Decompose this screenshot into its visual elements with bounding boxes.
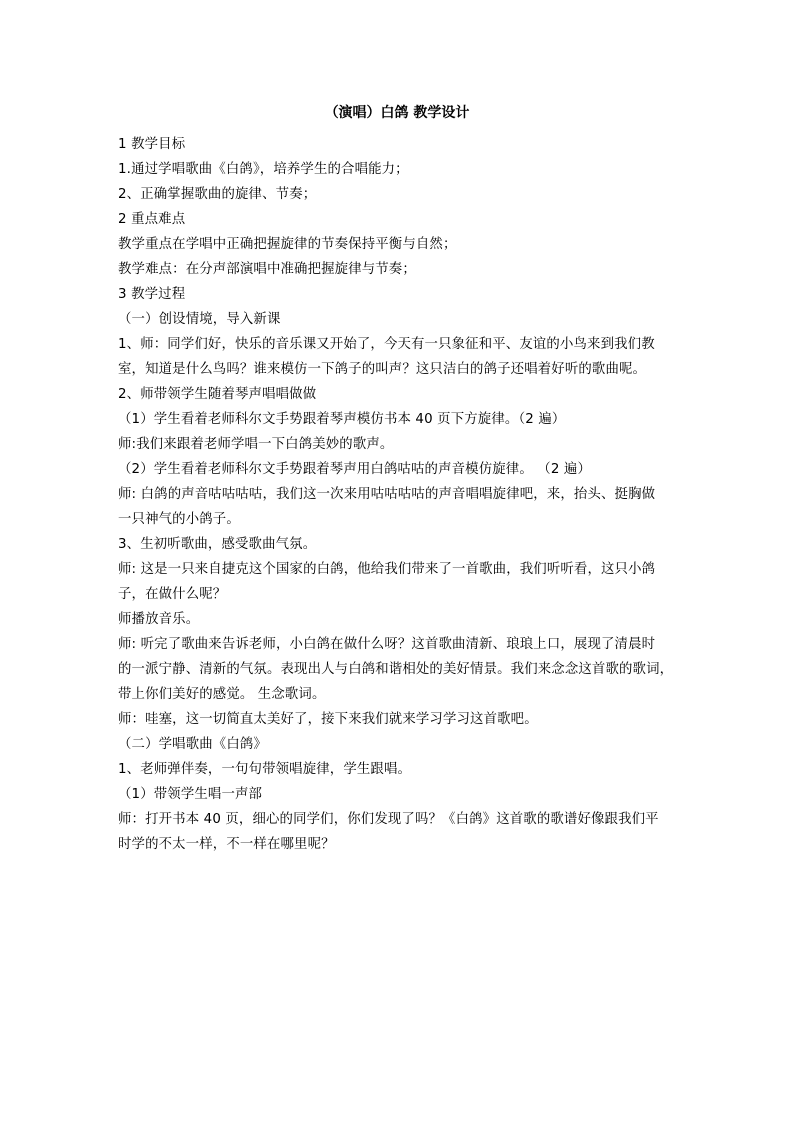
paragraph-line: 师: 听完了歌曲来告诉老师，小白鸽在做什么呀？这首歌曲清新、琅琅上口，展现了清晨时 — [118, 637, 656, 652]
paragraph-line: 一只神气的小鸽子。 — [118, 512, 240, 527]
section-heading-key-points: 2 重点难点 — [118, 212, 186, 227]
section-heading-process: 3 教学过程 — [118, 287, 186, 302]
paragraph-line: （1）学生看着老师科尔文手势跟着琴声模仿书本 40 页下方旋律。（2 遍） — [118, 412, 566, 427]
document-body — [118, 132, 678, 857]
objective-item: 2、正确掌握歌曲的旋律、节奏； — [118, 187, 317, 202]
paragraph-line: 教学难点：在分声部演唱中准确把握旋律与节奏； — [118, 262, 416, 277]
paragraph-line: 师:我们来跟着老师学唱一下白鸽美妙的歌声。 — [118, 437, 394, 452]
paragraph-line: 3、生初听歌曲，感受歌曲气氛。 — [118, 537, 317, 552]
paragraph-line: 师: 白鸽的声音咕咕咕咕，我们这一次来用咕咕咕咕的声音唱唱旋律吧，来，抬头、挺胸做 — [118, 487, 656, 502]
paragraph-line: 的一派宁静、清新的气氛。表现出人与白鸽和谐相处的美好情景。我们来念念这首歌的歌词， — [118, 662, 674, 677]
paragraph-line: 师: 这是一只来自捷克这个国家的白鸽，他给我们带来了一首歌曲，我们听听看，这只小鸽 — [118, 562, 656, 577]
paragraph-line: 师播放音乐。 — [118, 612, 200, 627]
objective-item: 1.通过学唱歌曲《白鸽》，培养学生的合唱能力； — [118, 162, 409, 177]
subsection-heading: （二）学唱歌曲《白鸽》 — [118, 737, 267, 752]
paragraph-line: 2、师带领学生随着琴声唱唱做做 — [118, 387, 317, 402]
paragraph-line: 教学重点在学唱中正确把握旋律的节奏保持平衡与自然； — [118, 237, 457, 252]
paragraph-line: 师：哇塞，这一切简直太美好了，接下来我们就来学习学习这首歌吧。 — [118, 712, 538, 727]
paragraph-line: 1、师：同学们好，快乐的音乐课又开始了，今天有一只象征和平、友谊的小鸟来到我们教 — [118, 337, 655, 352]
document-title: （演唱）白鸽 教学设计 — [324, 105, 470, 121]
paragraph-line: 室，知道是什么鸟吗？谁来模仿一下鸽子的叫声？这只洁白的鸽子还唱着好听的歌曲呢。 — [118, 362, 647, 377]
paragraph-line: （1）带领学生唱一声部 — [118, 787, 263, 802]
paragraph-line: 师：打开书本 40 页，细心的同学们，你们发现了吗？《白鸽》这首歌的歌谱好像跟我们平 — [118, 812, 659, 827]
paragraph-line: （2）学生看着老师科尔文手势跟着琴声用白鸽咕咕的声音模仿旋律。 （2 遍） — [118, 462, 591, 477]
paragraph-line: 时学的不太一样，不一样在哪里呢？ — [118, 837, 335, 852]
paragraph-line: 带上你们美好的感觉。 生念歌词。 — [118, 687, 326, 702]
subsection-heading: （一）创设情境，导入新课 — [118, 312, 281, 327]
paragraph-line: 1、老师弹伴奏，一句句带领唱旋律，学生跟唱。 — [118, 762, 412, 777]
section-heading-objectives: 1 教学目标 — [118, 137, 186, 152]
paragraph-line: 子，在做什么呢？ — [118, 587, 227, 602]
